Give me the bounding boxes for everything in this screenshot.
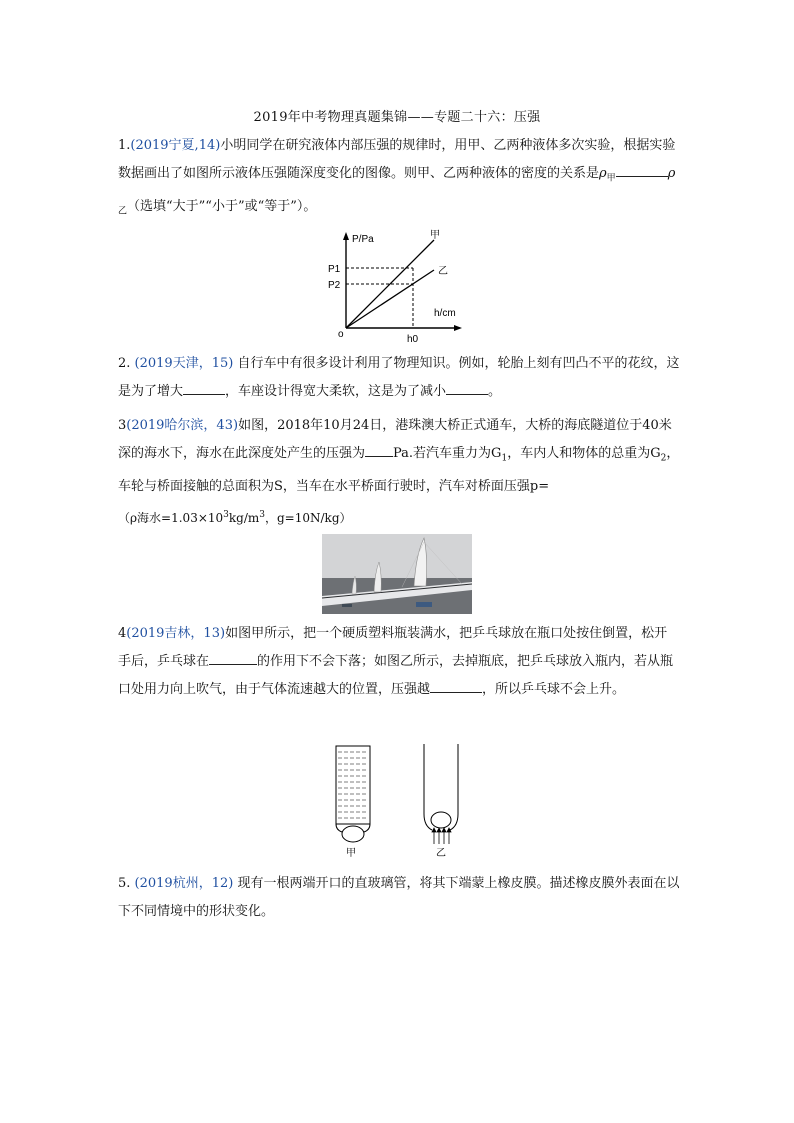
- q5-text-a: 现有一根两端开口的直玻璃管，将其下端蒙上橡皮膜。描述橡皮膜外表面在以下不同情境中的形状变化。: [118, 876, 680, 919]
- q4-text-c: ，所以乒乓球不会上升。: [482, 682, 626, 697]
- q4-text-b: 的作用下不会下落；如图乙所示，去掉瓶底，把乒乓球放入瓶内，若从瓶口处用力向上吹气，由于气体流速越大的位置，压强越: [118, 654, 674, 697]
- tick-h0: h0: [407, 334, 419, 345]
- q2-blank-2[interactable]: [446, 380, 488, 395]
- ball-jia: [342, 826, 364, 842]
- question-1: [118, 132, 680, 225]
- q4-number: 4: [118, 626, 127, 641]
- bridge-drawing: [322, 534, 472, 614]
- q5-source: (2019杭州，12): [134, 876, 234, 891]
- q3-text-d: ，车轮与桥面接触的总面积为S，当车在水平桥面行驶时，汽车对桥面压强p=: [118, 446, 680, 494]
- x-axis-arrow: [454, 325, 462, 331]
- q4-blank-2[interactable]: [430, 678, 482, 693]
- q3-given-c: ，g=10N/kg）: [265, 510, 352, 525]
- q2-blank-1[interactable]: [183, 380, 225, 395]
- q3-sub-2: 2: [660, 453, 667, 464]
- q1-text-a: 小明同学在研究液体内部压强的规律时，用甲、乙两种液体多次实验，根据实验数据画出了如图所示液体压强随深度变化的图像。则甲、乙两种液体的密度的关系是: [118, 138, 676, 181]
- y-axis-arrow: [343, 232, 349, 240]
- q1-source: (2019宁夏,14): [130, 138, 221, 153]
- x-axis-label: h/cm: [434, 308, 456, 319]
- q4-text-a: 如图甲所示，把一个硬质塑料瓶装满水，把乒乓球放在瓶口处按住倒置，松开手后，乒乓球在: [118, 626, 668, 669]
- q2-text-c: 。: [488, 384, 502, 399]
- q2-source: (2019天津，15): [134, 356, 234, 371]
- q2-text-b: ，车座设计得宽大柔软，这是为了减小: [225, 384, 447, 399]
- label-jia-fig: 甲: [346, 848, 356, 859]
- q1-text-b: （选填“大于”“小于”或“等于”）。: [127, 198, 317, 214]
- q4-blank-1[interactable]: [209, 650, 257, 665]
- bottle-jia: [336, 746, 370, 842]
- line-jia: [346, 240, 434, 328]
- q3-given-b: kg/m: [228, 510, 260, 525]
- q3-blank-1[interactable]: [365, 442, 393, 457]
- q1-answer-blank[interactable]: [616, 162, 668, 177]
- q3-text-c: ，车内人和物体的总重为G: [507, 446, 661, 461]
- q1-rho-b: ρ: [667, 166, 676, 181]
- q3-number: 3: [118, 418, 127, 433]
- label-jia: 甲: [430, 230, 440, 241]
- q1-sub-a: 甲: [606, 173, 616, 184]
- bridge-photo: [322, 534, 472, 614]
- line-yi: [346, 270, 434, 328]
- question-4: [118, 620, 680, 704]
- tick-p2: P2: [328, 280, 341, 291]
- ping-pong-bottle-figure: [326, 744, 466, 860]
- ball-yi: [431, 812, 451, 828]
- label-yi: 乙: [438, 266, 448, 277]
- q3-given-a: （ρ海水=1.03×10: [118, 510, 224, 525]
- label-yi-fig: 乙: [436, 848, 446, 859]
- tick-p1: P1: [328, 264, 341, 275]
- q1-sub-b: 乙: [118, 206, 128, 217]
- question-2: [118, 350, 680, 406]
- q3-text-a: 如图，2018年10月24日，港珠澳大桥正式通车，大桥的海底隧道位于40米深的海水下，海水在此深度处产生的压强为: [118, 418, 672, 461]
- question-5: [118, 870, 680, 926]
- bottle-yi: [424, 744, 458, 844]
- origin-label: o: [338, 329, 344, 340]
- q5-number: 5.: [118, 876, 131, 891]
- q3-exp-2: 3: [259, 509, 265, 520]
- y-axis-label: P/Pa: [352, 234, 374, 245]
- q1-number: 1.: [118, 138, 131, 153]
- q3-text-b: Pa.若汽车重力为G: [393, 446, 502, 461]
- page-title: 2019年中考物理真题集锦——专题二十六：压强: [253, 110, 541, 125]
- q3-sub-1: 1: [501, 453, 508, 464]
- q3-exp-1: 3: [223, 509, 229, 520]
- question-3: [118, 412, 680, 533]
- q1-rho-a: ρ: [599, 166, 607, 181]
- q2-number: 2.: [118, 356, 131, 371]
- q3-given: [118, 511, 352, 525]
- q2-text-a: 自行车中有很多设计利用了物理知识。例如，轮胎上刻有凹凸不平的花纹，这是为了增大: [118, 356, 680, 399]
- q3-source: (2019哈尔滨，43): [126, 418, 239, 433]
- pressure-depth-graph: [316, 224, 476, 350]
- q4-source: (2019吉林，13): [126, 626, 226, 641]
